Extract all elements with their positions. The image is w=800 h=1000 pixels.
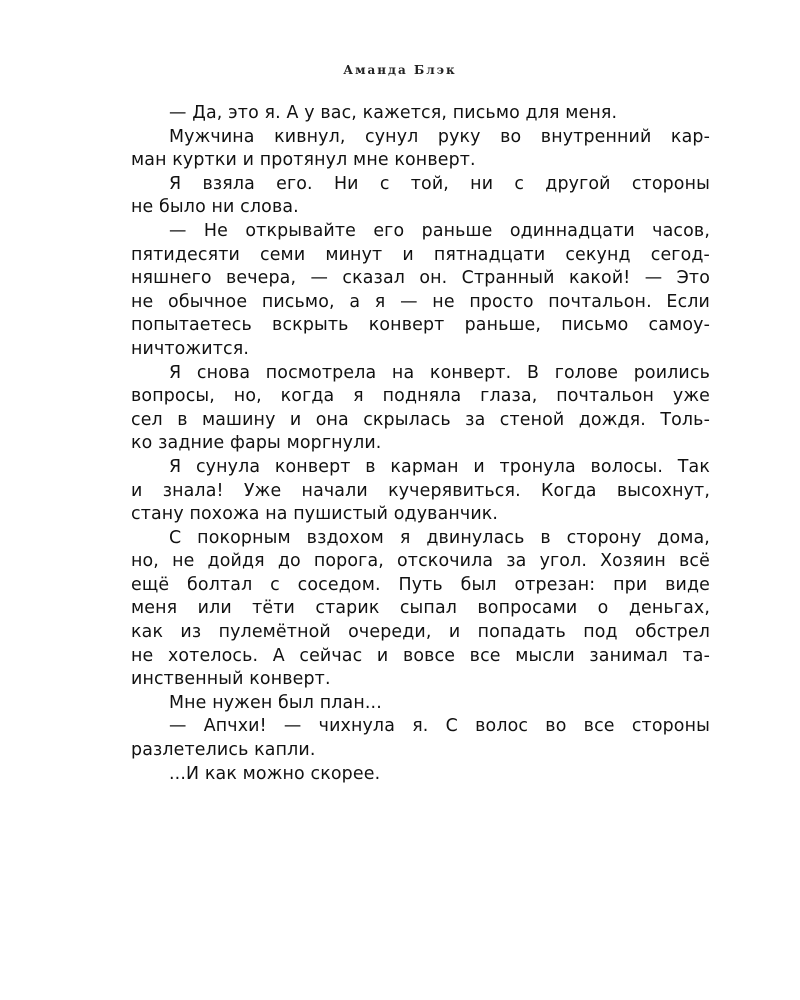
text-line: сел в машину и она скрылась за стеной дождя. Толь-: [131, 409, 710, 430]
page-body: [131, 102, 710, 786]
text-line: — Апчхи! — чихнула я. С волос во все стороны: [169, 716, 710, 737]
text-line: вопросы, но, когда я подняла глаза, почтальон уже: [131, 386, 710, 407]
text-line: не было ни слова.: [131, 197, 299, 218]
text-line: не обычное письмо, а я — не просто почтальон. Если: [131, 291, 710, 312]
text-line: ничтожится.: [131, 338, 250, 359]
text-line: разлетелись капли.: [131, 740, 316, 761]
text-line: пятидесяти семи минут и пятнадцати секунд сегод-: [131, 244, 710, 265]
text-line: стану похожа на пушистый одуванчик.: [131, 504, 499, 525]
text-line: ман куртки и протянул мне конверт.: [131, 150, 476, 171]
text-line: ко задние фары моргнули.: [131, 433, 382, 454]
text-line: меня или тёти старик сыпал вопросами о деньгах,: [131, 598, 710, 619]
text-line: — Да, это я. А у вас, кажется, письмо для меня.: [169, 103, 618, 123]
paragraph: [131, 692, 710, 716]
paragraph: [131, 527, 710, 692]
paragraph: [131, 763, 710, 787]
text-line: Я взяла его. Ни с той, ни с другой стороны: [169, 173, 710, 194]
text-line: Я сунула конверт в карман и тронула волосы. Так: [169, 456, 710, 477]
text-line: Я снова посмотрела на конверт. В голове роились: [169, 362, 710, 383]
text-line: няшнего вечера, — сказал он. Странный какой! — Это: [131, 268, 710, 289]
paragraph: [131, 220, 710, 362]
text-line: Мужчина кивнул, сунул руку во внутренний кар-: [169, 126, 710, 147]
paragraph: [131, 102, 710, 126]
paragraph: [131, 126, 710, 173]
text-line: не хотелось. А сейчас и вовсе все мысли занимал та-: [131, 645, 710, 666]
text-line: — Не открывайте его раньше одиннадцати часов,: [169, 220, 710, 241]
paragraph: [131, 362, 710, 456]
text-line: как из пулемётной очереди, и попадать под обстрел: [131, 622, 710, 643]
running-header-author: Аманда Блэк: [343, 63, 457, 77]
text-line: ещё болтал с соседом. Путь был отрезан: при виде: [131, 574, 710, 595]
paragraph: [131, 173, 710, 220]
text-line: ...И как можно скорее.: [169, 763, 381, 784]
text-line: С покорным вздохом я двинулась в сторону дома,: [169, 527, 710, 548]
text-line: Мне нужен был план...: [169, 692, 382, 713]
text-line: но, не дойдя до порога, отскочила за угол. Хозяин всё: [131, 551, 710, 572]
text-line: и знала! Уже начали кучерявиться. Когда высохнут,: [131, 480, 710, 501]
paragraph: [131, 456, 710, 527]
text-line: попытаетесь вскрыть конверт раньше, письмо самоу-: [131, 315, 710, 336]
paragraph: [131, 715, 710, 762]
text-line: инственный конверт.: [131, 669, 331, 690]
